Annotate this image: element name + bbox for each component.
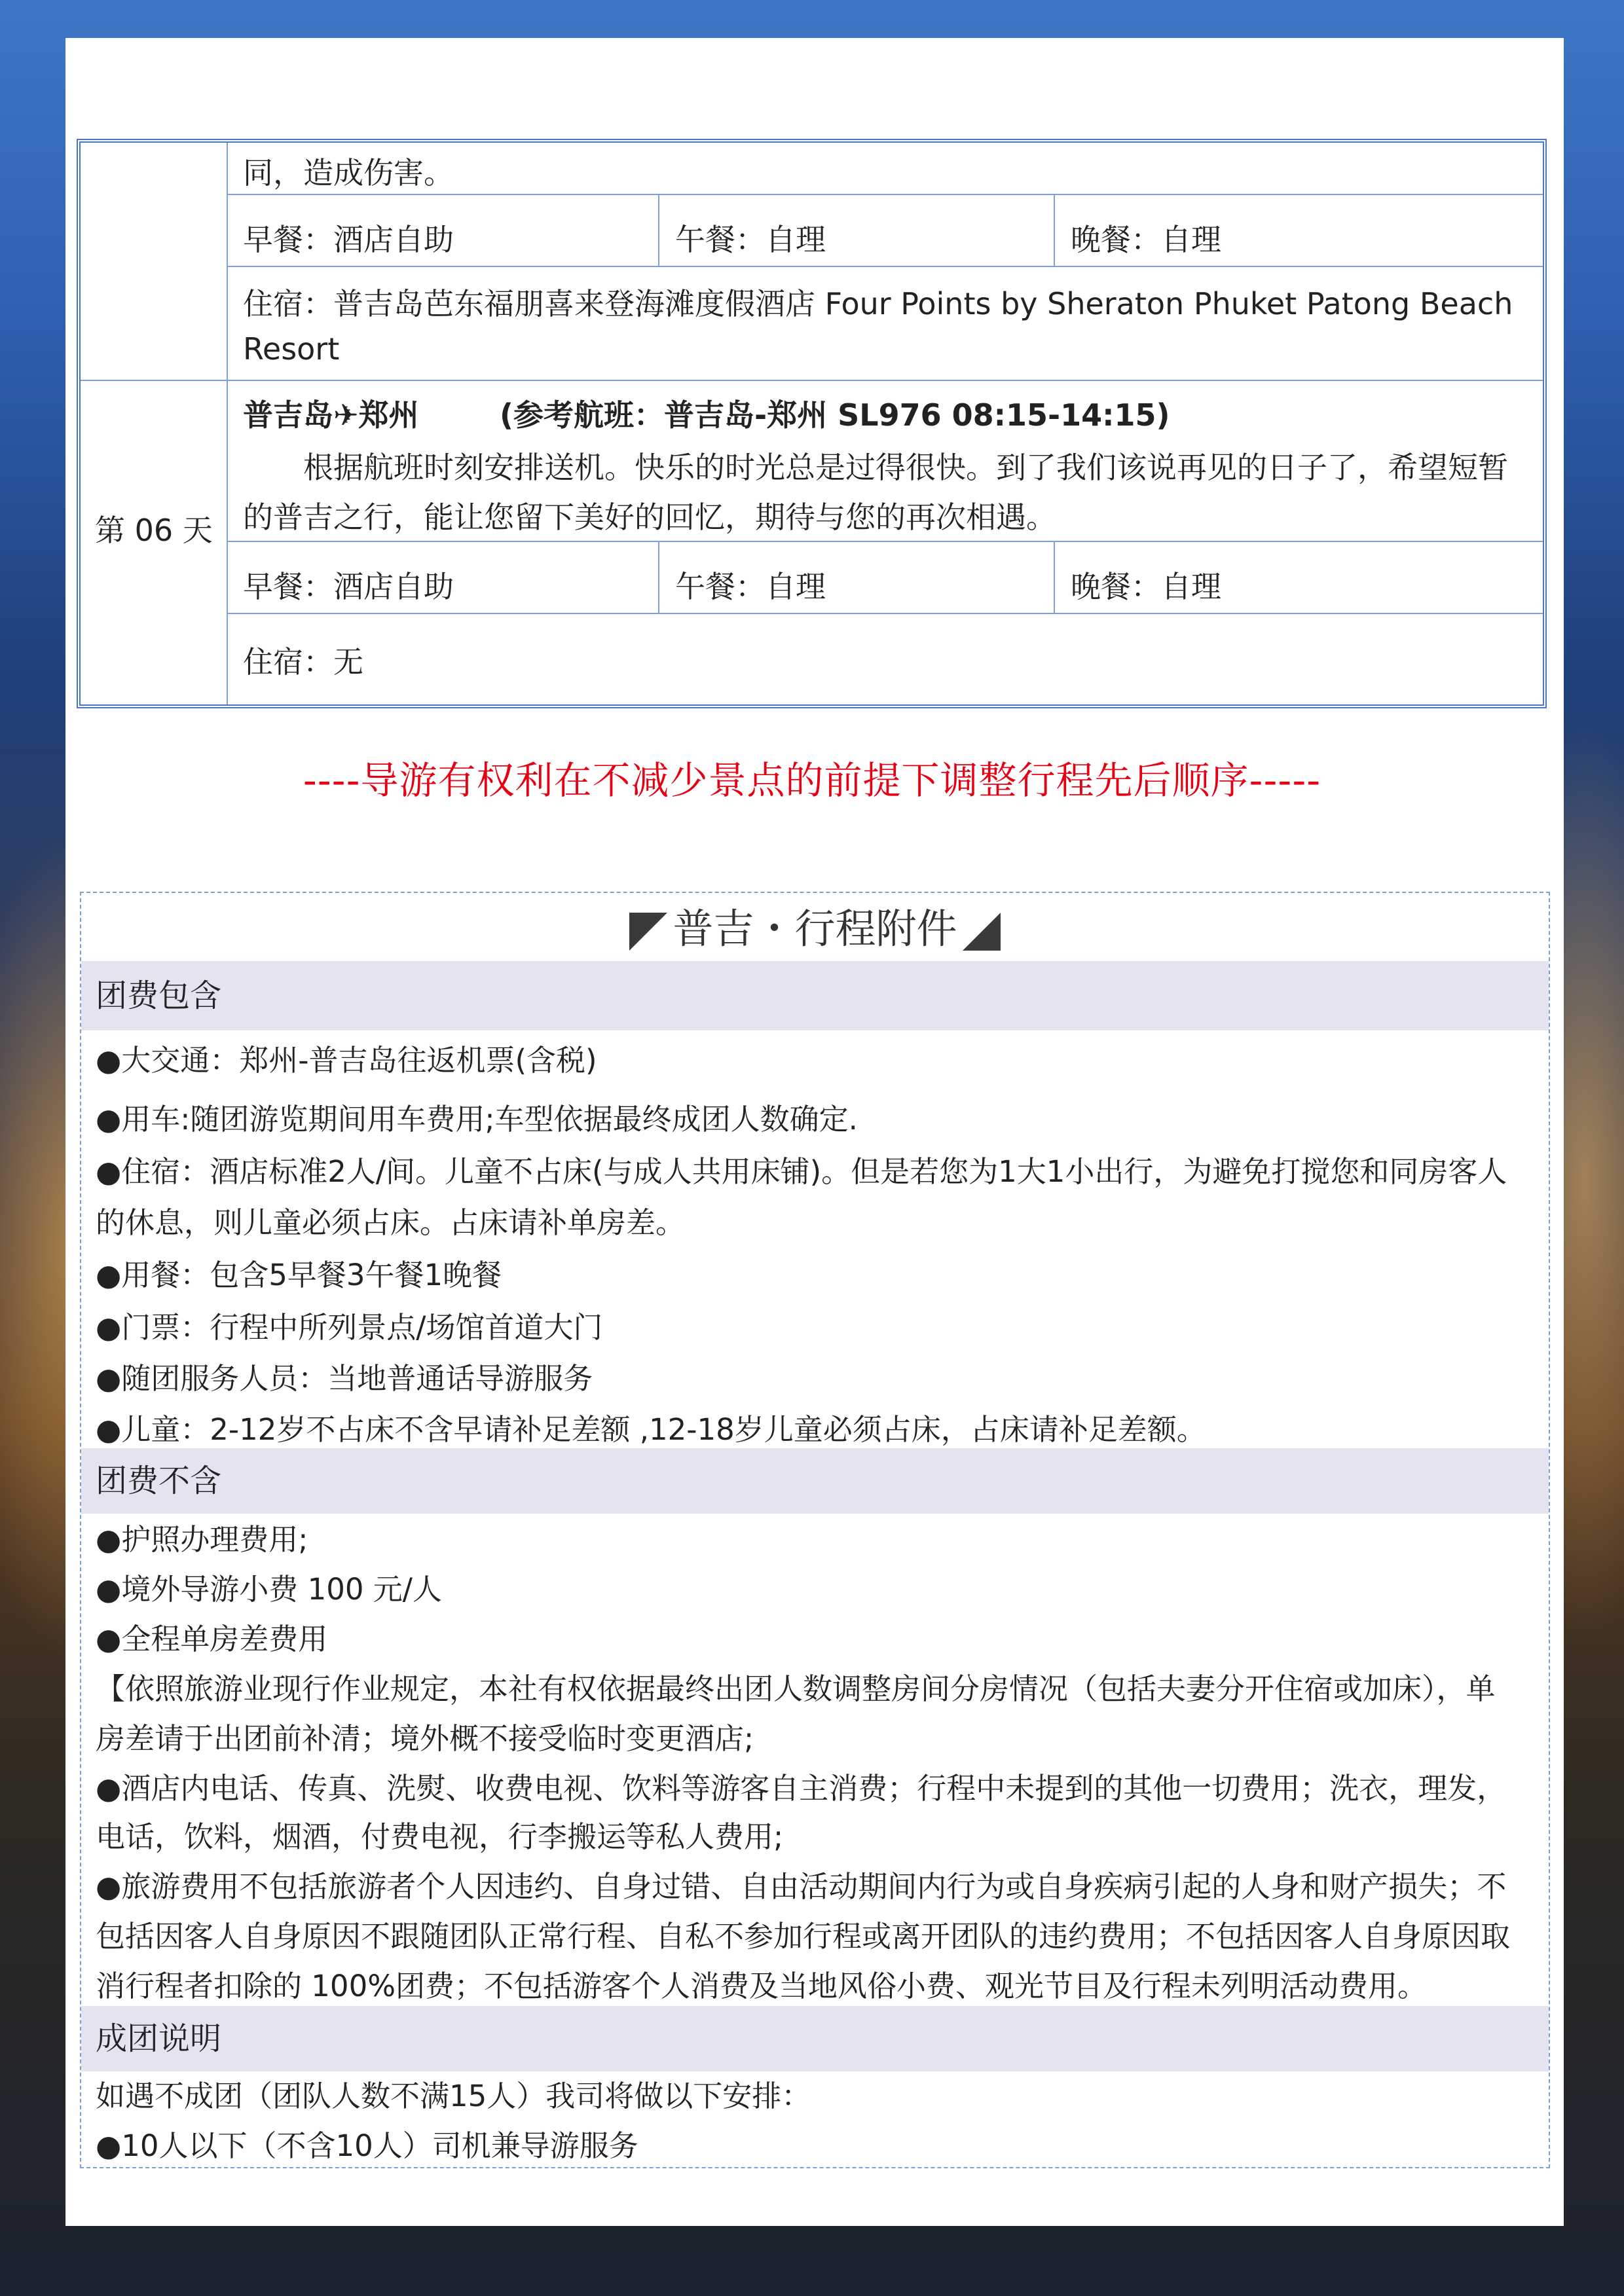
section-heading-group: 成团说明 [81, 2006, 1549, 2071]
day-desc-line1: 根据航班时刻安排送机。快乐的时光总是过得很快。到了我们该说再见的日子了，希望短暂 [303, 450, 1508, 485]
excluded-line: 房差请于出团前补清；境外概不接受临时变更酒店; [96, 1721, 754, 1756]
col-divider [1054, 194, 1055, 266]
row-divider [81, 380, 1543, 381]
guide-notice: ----导游有权利在不减少景点的前提下调整行程先后顺序----- [303, 758, 1321, 803]
excluded-line: ●旅游费用不包括旅游者个人因违约、自身过错、自由活动期间内行为或自身疾病引起的人身和财产损失；不 [96, 1869, 1507, 1904]
itinerary-table [77, 139, 1547, 708]
row-divider [227, 266, 1543, 267]
day-label: 第 06 天 [95, 513, 213, 548]
day-dinner: 晚餐：自理 [1071, 569, 1221, 604]
excluded-line: 包括因客人自身原因不跟随团队正常行程、自私不参加行程或离开团队的违约费用；不包括因客人自身原因取 [96, 1919, 1511, 1954]
prev-day-note: 同，造成伤害。 [243, 155, 454, 191]
section-heading-included: 团费包含 [81, 961, 1549, 1030]
flight-info: (参考航班：普吉岛-郑州 SL976 08:15-14:15) [500, 397, 1170, 433]
col-divider [1054, 541, 1055, 613]
included-line: ●用车:随团游览期间用车费用;车型依据最终成团人数确定. [96, 1102, 858, 1137]
day-desc-line2: 的普吉之行，能让您留下美好的回忆，期待与您的再次相遇。 [243, 500, 1056, 535]
excluded-line: ●境外导游小费 100 元/人 [96, 1572, 442, 1607]
excluded-line: ●全程单房差费用 [96, 1622, 328, 1656]
prev-lunch: 午餐：自理 [675, 222, 826, 257]
day-breakfast: 早餐：酒店自助 [243, 569, 454, 604]
prev-hotel-line2: Resort [243, 331, 340, 367]
appendix-box [80, 892, 1550, 2168]
col-divider [658, 541, 659, 613]
day-route: 普吉岛✈郑州 [243, 397, 419, 433]
prev-breakfast: 早餐：酒店自助 [243, 222, 454, 257]
included-line: 的休息，则儿童必须占床。占床请补单房差。 [96, 1205, 686, 1240]
excluded-line: ●护照办理费用; [96, 1522, 308, 1557]
excluded-line: ●酒店内电话、传真、洗熨、收费电视、饮料等游客自主消费；行程中未提到的其他一切费用；洗衣，理发， [96, 1771, 1507, 1806]
row-divider [227, 613, 1543, 614]
group-line: 如遇不成团（团队人数不满15人）我司将做以下安排： [96, 2079, 811, 2113]
excluded-line: 【依照旅游业现行作业规定，本社有权依据最终出团人数调整房间分房情况（包括夫妻分开住宿或加床），单 [96, 1671, 1496, 1706]
included-line: ●用餐：包含5早餐3午餐1晚餐 [96, 1258, 502, 1292]
included-line: ●大交通：郑州-普吉岛往返机票(含税) [96, 1043, 597, 1078]
included-line: ●儿童：2-12岁不占床不含早请补足差额 ,12-18岁儿童必须占床，占床请补足差额。 [96, 1412, 1206, 1447]
included-line: ●住宿：酒店标准2人/间。儿童不占床(与成人共用床铺)。但是若您为1大1小出行，为避免打搅您和同房客人 [96, 1154, 1507, 1189]
section-heading-excluded: 团费不含 [81, 1448, 1549, 1514]
day-hotel: 住宿：无 [243, 644, 363, 680]
appendix-title-text: 普吉・行程附件 [673, 905, 957, 953]
row-divider [227, 194, 1543, 195]
excluded-line: 电话，饮料，烟酒，付费电视，行李搬运等私人费用; [96, 1819, 784, 1854]
group-line: ●10人以下（不含10人）司机兼导游服务 [96, 2128, 638, 2163]
col-divider [658, 194, 659, 266]
row-divider [227, 541, 1543, 542]
appendix-title [81, 896, 1549, 962]
col-divider [227, 143, 228, 704]
excluded-line: 消行程者扣除的 100%团费；不包括游客个人消费及当地风俗小费、观光节目及行程未列明活动费用。 [96, 1969, 1427, 2003]
triangle-left-icon [629, 913, 667, 951]
prev-dinner: 晚餐：自理 [1071, 222, 1221, 257]
included-line: ●门票：行程中所列景点/场馆首道大门 [96, 1310, 603, 1345]
day-lunch: 午餐：自理 [675, 569, 826, 604]
included-line: ●随团服务人员：当地普通话导游服务 [96, 1361, 593, 1396]
prev-hotel-line1: 住宿：普吉岛芭东福朋喜来登海滩度假酒店 Four Points by Sheraton Phuket Patong Beach [243, 286, 1513, 321]
triangle-right-icon [963, 913, 1001, 951]
